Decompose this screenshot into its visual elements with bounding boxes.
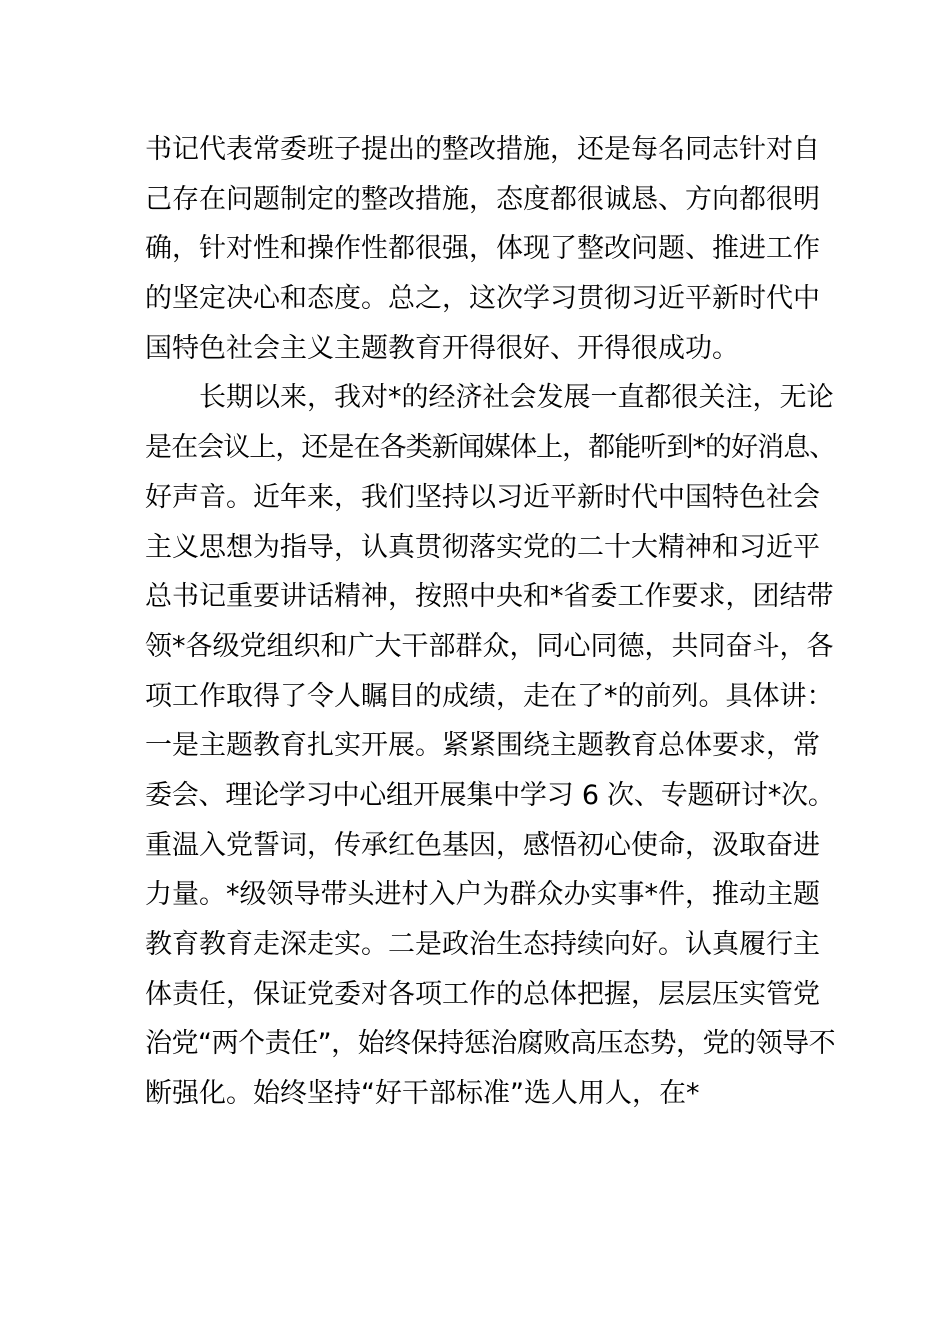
text-line: 领*各级党组织和广大干部群众，同心同德，共同奋斗，各: [145, 630, 834, 662]
text-line: 力量。*级领导带头进村入户为群众办实事*件，推动主题: [145, 879, 820, 911]
text-line: 的坚定决心和态度。总之，这次学习贯彻习近平新时代中: [145, 283, 820, 315]
text-line: 好声音。近年来，我们坚持以习近平新时代中国特色社会: [145, 481, 820, 513]
text-line: 确，针对性和操作性都很强，体现了整改问题、推进工作: [145, 233, 820, 265]
text-line: 体责任，保证党委对各项工作的总体把握，层层压实管党: [145, 978, 820, 1010]
text-line: 一是主题教育扎实开展。紧紧围绕主题教育总体要求，常: [145, 730, 820, 762]
text-line: 是在会议上，还是在各类新闻媒体上，都能听到*的好消息、: [145, 432, 836, 464]
paragraph-start-line: 长期以来，我对*的经济社会发展一直都很关注，无论: [199, 382, 834, 414]
text-line: 国特色社会主义主题教育开得很好、开得很成功。: [145, 332, 739, 364]
text-line: 委会、理论学习中心组开展集中学习 6 次、专题研讨*次。: [145, 779, 835, 811]
text-line: 项工作取得了令人瞩目的成绩，走在了*的前列。具体讲：: [145, 680, 834, 712]
text-line: 己存在问题制定的整改措施，态度都很诚恳、方向都很明: [145, 183, 820, 215]
text-line: 主义思想为指导，认真贯彻落实党的二十大精神和习近平: [145, 531, 820, 563]
text-line: 书记代表常委班子提出的整改措施，还是每名同志针对自: [145, 134, 820, 165]
body-text: [145, 125, 836, 1119]
text-line: 治党“两个责任”，始终保持惩治腐败高压态势，党的领导不: [145, 1028, 836, 1060]
text-line: 断强化。始终坚持“好干部标准”选人用人，在*: [145, 1078, 700, 1110]
text-line: 总书记重要讲话精神，按照中央和*省委工作要求，团结带: [145, 581, 834, 613]
text-line: 重温入党誓词，传承红色基因，感悟初心使命，汲取奋进: [145, 829, 820, 861]
text-line: 教育教育走深走实。二是政治生态持续向好。认真履行主: [145, 929, 820, 960]
